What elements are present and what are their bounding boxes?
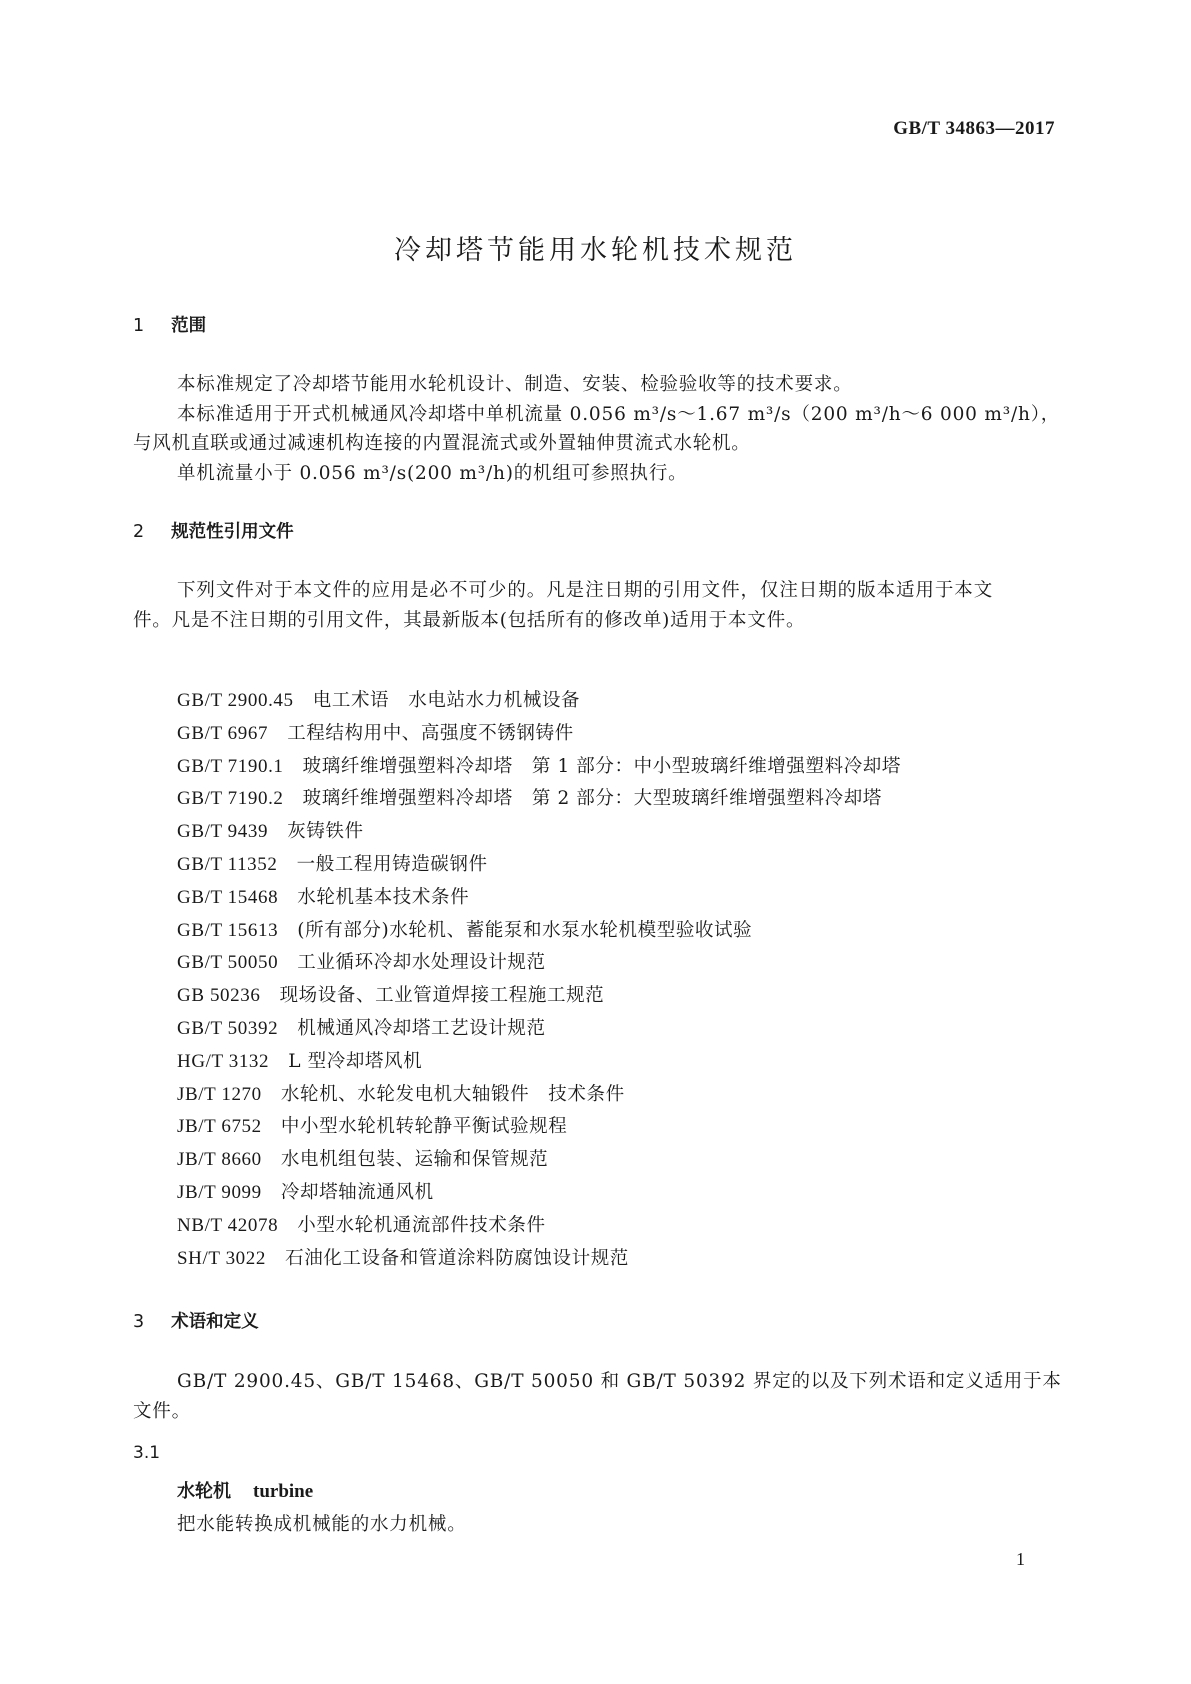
reference-title: 中小型水轮机转轮静平衡试验规程: [280, 1116, 568, 1138]
reference-code: GB/T 15468: [177, 886, 279, 908]
reference-code: JB/T 6752: [177, 1116, 262, 1138]
reference-code: GB/T 2900.45: [177, 690, 294, 711]
reference-item: [177, 1244, 901, 1277]
reference-item: [177, 1014, 901, 1047]
paragraph: 下列文件对于本文件的应用是必不可少的。凡是注日期的引用文件，仅注日期的版本适用于本文: [177, 580, 993, 601]
paragraph: 本标准规定了冷却塔节能用水轮机设计、制造、安装、检验验收等的技术要求。: [177, 374, 853, 395]
reference-code: SH/T 3022: [177, 1247, 266, 1269]
reference-item: [177, 1211, 901, 1244]
reference-item: [177, 1047, 901, 1080]
reference-code: GB/T 15613: [177, 919, 279, 941]
reference-title: 电工术语 水电站水力机械设备: [312, 690, 581, 711]
reference-title: 石油化工设备和管道涂料防腐蚀设计规范: [285, 1247, 629, 1269]
reference-item: [177, 686, 901, 719]
section-heading: [133, 312, 206, 337]
section-heading: [133, 1308, 259, 1333]
reference-title: 冷却塔轴流通风机: [280, 1181, 434, 1203]
section-number: 2: [133, 522, 145, 542]
paragraph: GB/T 2900.45、GB/T 15468、GB/T 50050 和 GB/T 50392 界定的以及下列术语和定义适用于本: [177, 1371, 1062, 1392]
reference-item: [177, 817, 901, 850]
section-title: 规范性引用文件: [171, 522, 294, 542]
reference-code: GB/T 50392: [177, 1017, 279, 1039]
term-entry: [177, 1477, 313, 1503]
normative-references-list: [177, 686, 901, 1276]
reference-title: 工程结构用中、高强度不锈钢铸件: [287, 722, 574, 744]
section-title: 术语和定义: [171, 1312, 259, 1332]
page-number: 1: [1016, 1549, 1025, 1569]
standard-code: GB/T 34863—2017: [893, 118, 1055, 139]
reference-item: [177, 981, 901, 1014]
reference-code: GB/T 7190.2: [177, 788, 284, 810]
reference-code: GB 50236: [177, 985, 261, 1007]
term-chinese: 水轮机: [177, 1481, 231, 1502]
reference-item: [177, 948, 901, 981]
reference-title: 水电机组包装、运输和保管规范: [280, 1149, 549, 1171]
term-definition: 把水能转换成机械能的水力机械。: [177, 1514, 467, 1535]
reference-item: [177, 916, 901, 949]
reference-item: [177, 883, 901, 916]
reference-code: JB/T 9099: [177, 1181, 262, 1203]
reference-item: [177, 784, 901, 817]
reference-code: JB/T 8660: [177, 1149, 262, 1171]
paragraph: 本标准适用于开式机械通风冷却塔中单机流量 0.056 m³/s～1.67 m³/s（200 m³/h～6 000 m³/h），: [177, 404, 1061, 425]
reference-code: JB/T 1270: [177, 1083, 262, 1105]
reference-title: 灰铸铁件: [287, 821, 364, 843]
reference-title: 现场设备、工业管道焊接工程施工规范: [279, 985, 605, 1007]
reference-item: [177, 1112, 901, 1145]
reference-code: GB/T 9439: [177, 821, 269, 843]
reference-code: HG/T 3132: [177, 1050, 270, 1072]
reference-title: 一般工程用铸造碳钢件: [296, 853, 488, 875]
reference-title: 玻璃纤维增强塑料冷却塔 第 1 部分：中小型玻璃纤维增强塑料冷却塔: [302, 755, 901, 777]
reference-title: 水轮机基本技术条件: [297, 886, 470, 908]
reference-title: (所有部分)水轮机、蓄能泵和水泵水轮机模型验收试验: [297, 919, 753, 941]
clause-number: 3.1: [133, 1443, 161, 1463]
paragraph: 单机流量小于 0.056 m³/s(200 m³/h)的机组可参照执行。: [177, 463, 688, 484]
document-title: 冷却塔节能用水轮机技术规范: [394, 235, 797, 266]
reference-item: [177, 850, 901, 883]
reference-code: NB/T 42078: [177, 1214, 279, 1236]
reference-code: GB/T 7190.1: [177, 755, 284, 777]
term-english: turbine: [253, 1481, 314, 1502]
reference-title: 玻璃纤维增强塑料冷却塔 第 2 部分：大型玻璃纤维增强塑料冷却塔: [302, 788, 882, 810]
paragraph-continuation: 件。凡是不注日期的引用文件，其最新版本(包括所有的修改单)适用于本文件。: [133, 610, 806, 631]
paragraph-continuation: 与风机直联或通过减速机构连接的内置混流式或外置轴伸贯流式水轮机。: [133, 433, 751, 454]
reference-code: GB/T 11352: [177, 853, 278, 875]
paragraph-continuation: 文件。: [133, 1401, 191, 1422]
section-number: 3: [133, 1312, 145, 1332]
reference-item: [177, 719, 901, 752]
reference-code: GB/T 6967: [177, 722, 269, 744]
reference-title: 水轮机、水轮发电机大轴锻件 技术条件: [280, 1083, 625, 1105]
reference-title: 小型水轮机通流部件技术条件: [297, 1214, 546, 1236]
reference-code: GB/T 50050: [177, 952, 279, 974]
reference-item: [177, 752, 901, 785]
reference-title: L 型冷却塔风机: [288, 1050, 423, 1072]
reference-item: [177, 1178, 901, 1211]
reference-item: [177, 1080, 901, 1113]
section-number: 1: [133, 316, 145, 336]
section-title: 范围: [171, 316, 207, 336]
section-heading: [133, 518, 294, 543]
reference-item: [177, 1145, 901, 1178]
reference-title: 工业循环冷却水处理设计规范: [297, 952, 546, 974]
reference-title: 机械通风冷却塔工艺设计规范: [297, 1017, 546, 1039]
